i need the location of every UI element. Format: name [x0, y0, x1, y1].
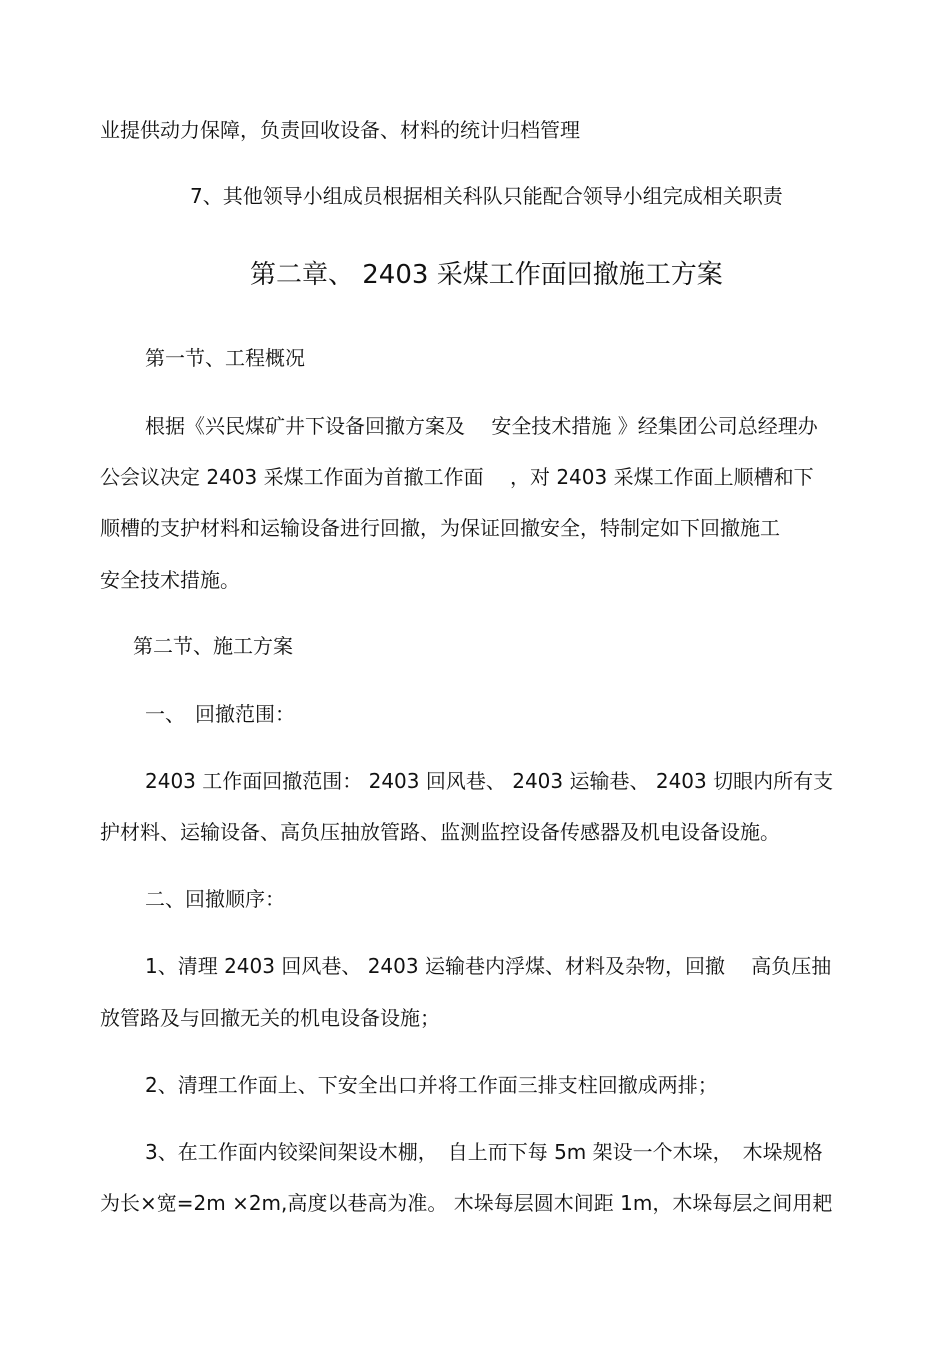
section-2-heading: 第二节、施工方案 — [133, 634, 293, 658]
paragraph-1-line-3: 顺槽的支护材料和运输设备进行回撤，为保证回撤安全，特制定如下回撤施工 — [100, 516, 780, 540]
paragraph-2-line-1: 2403 工作面回撤范围： 2403 回风巷、 2403 运输巷、 2403 切眼内所有支 — [145, 769, 834, 793]
paragraph-2-line-2: 护材料、运输设备、高负压抽放管路、监测监控设备传感器及机电设备设施。 — [100, 820, 780, 844]
step-3-line-1: 3、在工作面内铰梁间架设木棚， 自上而下每 5m 架设一个木垛， 木垛规格 — [145, 1140, 823, 1164]
item-1-heading: 一、 回撤范围： — [145, 702, 295, 726]
line-2: 7、其他领导小组成员根据相关科队只能配合领导小组完成相关职责 — [190, 184, 783, 208]
chapter-title: 第二章、 2403 采煤工作面回撤施工方案 — [250, 260, 723, 290]
paragraph-1-line-4: 安全技术措施。 — [100, 568, 240, 592]
step-1-line-1: 1、清理 2403 回风巷、 2403 运输巷内浮煤、材料及杂物，回撤 高负压抽 — [145, 954, 832, 978]
paragraph-1-line-1: 根据《兴民煤矿井下设备回撤方案及 安全技术措施 》经集团公司总经理办 — [145, 414, 818, 438]
step-2-line-1: 2、清理工作面上、下安全出口并将工作面三排支柱回撤成两排； — [145, 1073, 718, 1097]
paragraph-1-line-2: 公会议决定 2403 采煤工作面为首撤工作面 ，对 2403 采煤工作面上顺槽和下 — [100, 465, 814, 489]
step-3-line-2: 为长×宽=2m ×2m,高度以巷高为准。 木垛每层圆木间距 1m，木垛每层之间用耙 — [100, 1191, 833, 1215]
item-2-heading: 二、回撤顺序： — [145, 887, 285, 911]
step-1-line-2: 放管路及与回撤无关的机电设备设施； — [100, 1006, 440, 1030]
line-1: 业提供动力保障，负责回收设备、材料的统计归档管理 — [100, 118, 580, 142]
section-1-heading: 第一节、工程概况 — [145, 346, 305, 370]
